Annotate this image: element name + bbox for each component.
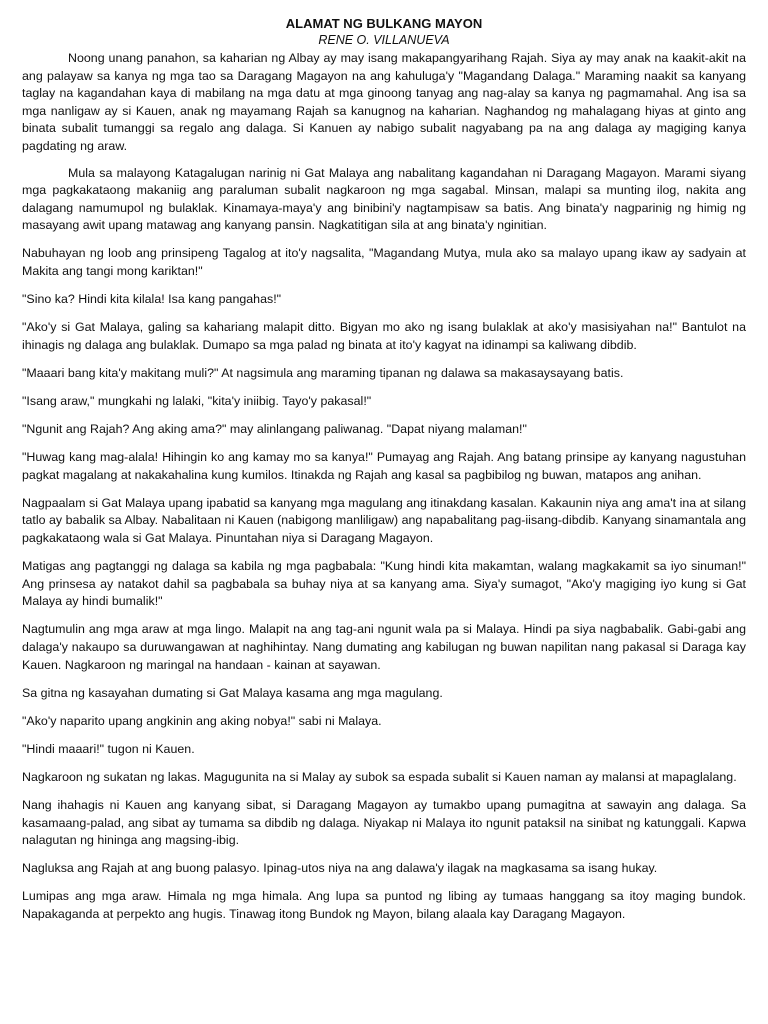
- paragraph-2: Mula sa malayong Katagalugan narinig ni Gat Malaya ang nabalitang kagandahan ni Daragang Magayon. Marami siyang mga pagkakataong makaniig ang paraluman subalit nagkaroon ng mga sagabal. Minsan, malapi sa munting ilog, nakita ang dalagang namumupol ng bulaklak. Kinamaya-maya'y ang binibini'y nagtampisaw sa batis. Ang binata'y nagparinig ng himig ng masayang awit upang matawag ang kanyang pansin. Nagkatitigan sila at ang binata'y nginitian.: [22, 165, 746, 233]
- paragraph-15: "Hindi maaari!" tugon ni Kauen.: [22, 741, 195, 756]
- paragraph-14: "Ako'y naparito upang angkinin ang aking nobya!" sabi ni Malaya.: [22, 713, 382, 728]
- paragraph-9: "Huwag kang mag-alala! Hihingin ko ang kamay mo sa kanya!" Pumayag ang Rajah. Ang batang prinsipe ay kanyang nagustuhan pagkat magalang at nakakahalina kung kumilos. Itinakda ng Rajah ang kasal sa pagbibilog ng buwan, matapos ang anihan.: [22, 450, 746, 482]
- paragraph-17: Nang ihahagis ni Kauen ang kanyang sibat, si Daragang Magayon ay tumakbo upang pumagitna at sawayin ang dalaga. Sa kasamaang-palad, ang sibat ay tumama sa dibdib ng dalaga. Niyakap ni Malaya ito ngunit pataksil na sinibat ng katunggali. Kapwa nalagutan ng hininga ang magsing-ibig.: [22, 798, 746, 848]
- paragraph-1: Noong unang panahon, sa kaharian ng Albay ay may isang makapangyarihang Rajah. Siya ay may anak na kaakit-akit na ang palayaw sa kanya ng mga tao sa Daragang Magayon na ang kahuluga'y "Magandang Dalaga." Maraming naakit sa kanyang taglay na kagandahan kaya di mabilang na mga datu at mga ginoong tanyag ang nag-alay sa kanya ng pagmamahal. Ang isa sa mga nanligaw ay si Kauen, anak ng mayamang Rajah sa kanugnog na kaharian. Naghandog ng mahalagang hiyas at ginto ang binata subalit tumanggi sa regalo ang dalaga. Si Kanuen ay nabigo subalit nagyabang pa na ang dalaga ay magiging kanya pagdating ng araw.: [22, 51, 746, 153]
- paragraph-12: Nagtumulin ang mga araw at mga lingo. Malapit na ang tag-ani ngunit wala pa si Malaya. Hindi pa siya nagbabalik. Gabi-gabi ang dalaga'y nakaupo sa duruwangawan at naghihintay. Nang dumating ang kabilugan ng buwan napilitan nang pakasal si Daraga kay Kauen. Nagkaroon ng maringal na handaan - kainan at sayawan.: [22, 622, 746, 672]
- document-title: ALAMAT NG BULKANG MAYON: [285, 16, 483, 31]
- paragraph-8: "Ngunit ang Rajah? Ang aking ama?" may alinlangang paliwanag. "Dapat niyang malaman!": [22, 422, 527, 437]
- paragraph-7: "Isang araw," mungkahi ng lalaki, "kita'y iniibig. Tayo'y pakasal!": [22, 394, 372, 408]
- paragraph-10: Nagpaalam si Gat Malaya upang ipabatid sa kanyang mga magulang ang itinakdang kasalan. Kakaunin niya ang ama't ina at silang tatlo ay babalik sa Albay. Nabalitaan ni Kauen (nabigong manliligaw) ang napabalitang pag-iisang-dibdib. Kanyang sinamantala ang pagkakataong wala si Gat Malaya. Pinuntahan niya si Daragang Magayon.: [22, 495, 746, 546]
- paragraph-4: "Sino ka? Hindi kita kilala! Isa kang pangahas!": [22, 292, 282, 307]
- paragraph-11: Matigas ang pagtanggi ng dalaga sa kabila ng mga pagbabala: "Kung hindi kita makamtan, walang magkakamit sa iyo sinuman!" Ang prinsesa ay natakot dahil sa pagbabala sa buhay niya at sa kanyang ama. Siya'y sumagot, "Ako'y magiging iyo kung si Gat Malaya ay hindi bumalik!": [22, 559, 746, 609]
- paragraph-16: Nagkaroon ng sukatan ng lakas. Magugunita na si Malay ay subok sa espada subalit si Kauen naman ay malansi at mapaglalang.: [22, 770, 737, 784]
- paragraph-5: "Ako'y si Gat Malaya, galing sa kahariang malapit ditto. Bigyan mo ako ng isang bulaklak at ako'y masisiyahan na!" Bantulot na ihinagis ng dalaga ang bulaklak. Dumapo sa mga palad ng binata at ito'y kagyat na idinampi sa kaliwang dibdib.: [22, 320, 746, 352]
- document-author: RENE O. VILLANUEVA: [318, 33, 450, 47]
- paragraph-18: Nagluksa ang Rajah at ang buong palasyo. Ipinag-utos niya na ang dalawa'y ilagak na magkasama sa isang hukay.: [22, 861, 658, 876]
- paragraph-6: "Maaari bang kita'y makitang muli?" At nagsimula ang maraming tipanan ng dalawa sa makasaysayang batis.: [22, 365, 624, 380]
- paragraph-3: Nabuhayan ng loob ang prinsipeng Tagalog at ito'y nagsalita, "Magandang Mutya, mula ako sa malayo upang ikaw ay sadyain at Makita ang tangi mong kariktan!": [22, 246, 746, 279]
- paragraph-13: Sa gitna ng kasayahan dumating si Gat Malaya kasama ang mga magulang.: [22, 685, 443, 700]
- paragraph-19: Lumipas ang mga araw. Himala ng mga himala. Ang lupa sa puntod ng libing ay tumaas hanggang sa itoy maging bundok. Napakaganda at perpekto ang hugis. Tinawag itong Bundok ng Mayon, bilang alaala kay Daragang Magayon.: [22, 889, 746, 922]
